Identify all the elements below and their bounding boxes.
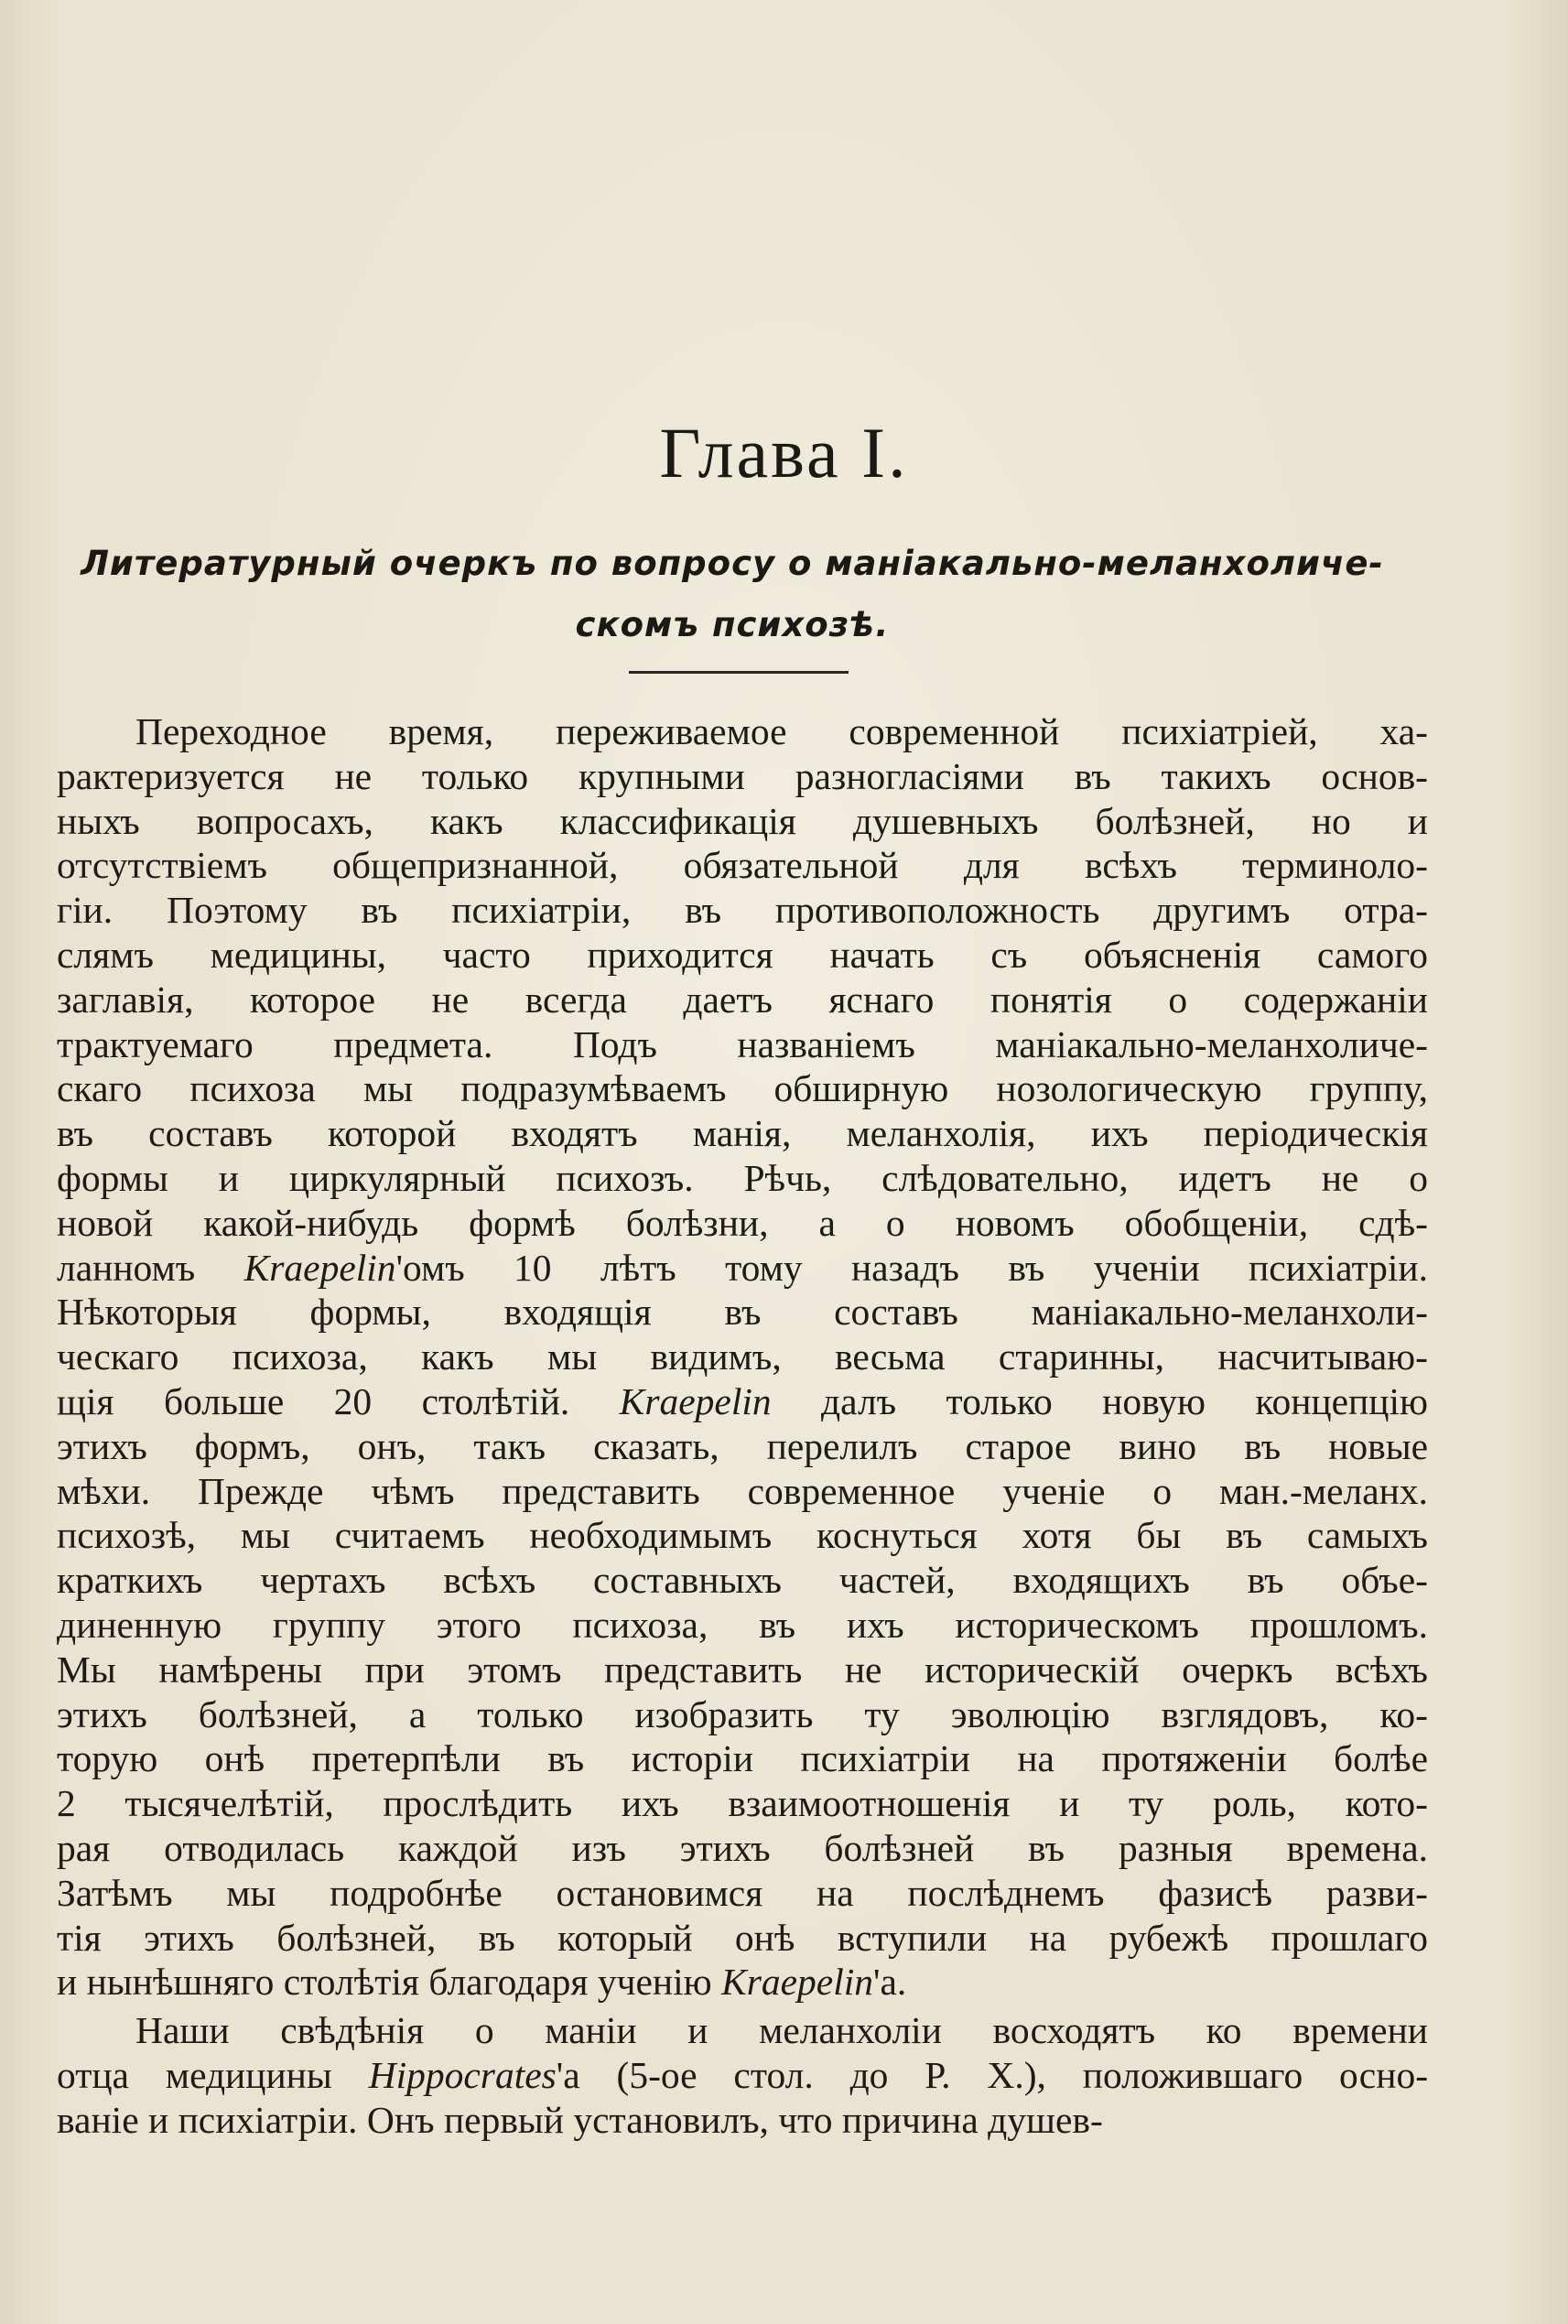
text-line: формы и циркулярный психозъ. Рѣчь, слѣдовательно, идетъ не о bbox=[57, 1156, 1428, 1199]
text-line: тія этихъ болѣзней, въ который онѣ вступили на рубежѣ прошлаго bbox=[57, 1916, 1428, 1959]
chapter-subtitle-line: скомъ психозѣ. bbox=[575, 605, 890, 644]
text-line: отсутствіемъ общепризнанной, обязательной для всѣхъ терминоло- bbox=[57, 844, 1428, 887]
text-line: въ составъ которой входятъ манія, меланхолія, ихъ періодическія bbox=[57, 1112, 1428, 1155]
chapter-subtitle bbox=[55, 533, 1410, 655]
text-line: слямъ медицины, часто приходится начать съ объясненія самого bbox=[57, 933, 1428, 976]
title-divider-rule bbox=[629, 671, 849, 674]
text-line: этихъ формъ, онъ, такъ сказать, перелилъ старое вино въ новые bbox=[57, 1424, 1428, 1467]
text-line: мѣхи. Прежде чѣмъ представить современное ученіе о ман.-меланх. bbox=[57, 1469, 1428, 1512]
author-name: Kraepelin bbox=[721, 1961, 874, 2004]
text-line: Мы намѣрены при этомъ представить не историческій очеркъ всѣхъ bbox=[57, 1648, 1428, 1691]
text-line: ческаго психоза, какъ мы видимъ, весьма старинны, насчитываю- bbox=[57, 1335, 1428, 1378]
chapter-subtitle-line: Литературный очеркъ по вопросу о маніакально-меланхоличе- bbox=[81, 544, 1384, 583]
paragraph bbox=[57, 2008, 1428, 2142]
chapter-title: Глава I. bbox=[659, 413, 909, 492]
text-line: этихъ болѣзней, а только изобразить ту эволюцію взглядовъ, ко- bbox=[57, 1692, 1428, 1735]
text-line: ваніе и психіатріи. Онъ первый установилъ, что причина душев- bbox=[57, 2098, 1103, 2141]
text-line: торую онѣ претерпѣли въ исторіи психіатріи на протяженіи болѣе bbox=[57, 1737, 1428, 1780]
text-line: 2 тысячелѣтій, прослѣдить ихъ взаимоотношенія и ту роль, кото- bbox=[57, 1782, 1428, 1825]
text-line: диненную группу этого психоза, въ ихъ историческомъ прошломъ. bbox=[57, 1603, 1428, 1646]
author-name: Hippocrates bbox=[368, 2053, 557, 2096]
text-line: и нынѣшняго столѣтія благодаря ученію Kraepelin'а. bbox=[57, 1961, 907, 2004]
text-line: Переходное время, переживаемое современной психіатріей, ха- bbox=[135, 710, 1428, 752]
text-line: краткихъ чертахъ всѣхъ составныхъ частей, входящихъ въ объе- bbox=[57, 1559, 1428, 1602]
text-line: ныхъ вопросахъ, какъ классификація душевныхъ болѣзней, но и bbox=[57, 799, 1428, 842]
text-line: новой какой-нибудь формѣ болѣзни, а о новомъ обобщеніи, сдѣ- bbox=[57, 1201, 1428, 1244]
text-line: психозѣ, мы считаемъ необходимымъ коснуться хотя бы въ самыхъ bbox=[57, 1514, 1428, 1557]
body-text bbox=[57, 709, 1428, 2143]
text-line: заглавія, которое не всегда даетъ яснаго понятія о содержаніи bbox=[57, 978, 1428, 1021]
text-line: отца медицины Hippocrates'а (5-ое стол. до Р. Х.), положившаго осно- bbox=[57, 2053, 1429, 2096]
paragraph bbox=[57, 709, 1428, 2005]
author-name: Kraepelin bbox=[619, 1379, 772, 1422]
text-line: Затѣмъ мы подробнѣе остановимся на послѣднемъ фазисѣ разви- bbox=[57, 1871, 1428, 1914]
author-name: Kraepelin bbox=[243, 1246, 396, 1289]
text-line: щія больше 20 столѣтій. Kraepelin далъ только новую концепцію bbox=[57, 1379, 1428, 1422]
text-line: рая отводилась каждой изъ этихъ болѣзней въ разныя времена. bbox=[57, 1826, 1428, 1869]
text-line: Наши свѣдѣнія о маніи и меланхоліи восходятъ ко времени bbox=[135, 2009, 1428, 2052]
text-line: трактуемаго предмета. Подъ названіемъ маніакально-меланхоличе- bbox=[57, 1022, 1428, 1065]
text-line: Нѣкоторыя формы, входящія въ составъ маніакально-меланхоли- bbox=[57, 1291, 1428, 1334]
text-line: гіи. Поэтому въ психіатріи, въ противоположность другимъ отра- bbox=[57, 889, 1428, 932]
text-line: скаго психоза мы подразумѣваемъ обширную нозологическую группу, bbox=[57, 1067, 1428, 1110]
text-line: рактеризуется не только крупными разногласіями въ такихъ основ- bbox=[57, 754, 1428, 797]
text-line: ланномъ Kraepelin'омъ 10 лѣтъ тому назадъ въ ученіи психіатріи. bbox=[57, 1246, 1428, 1289]
